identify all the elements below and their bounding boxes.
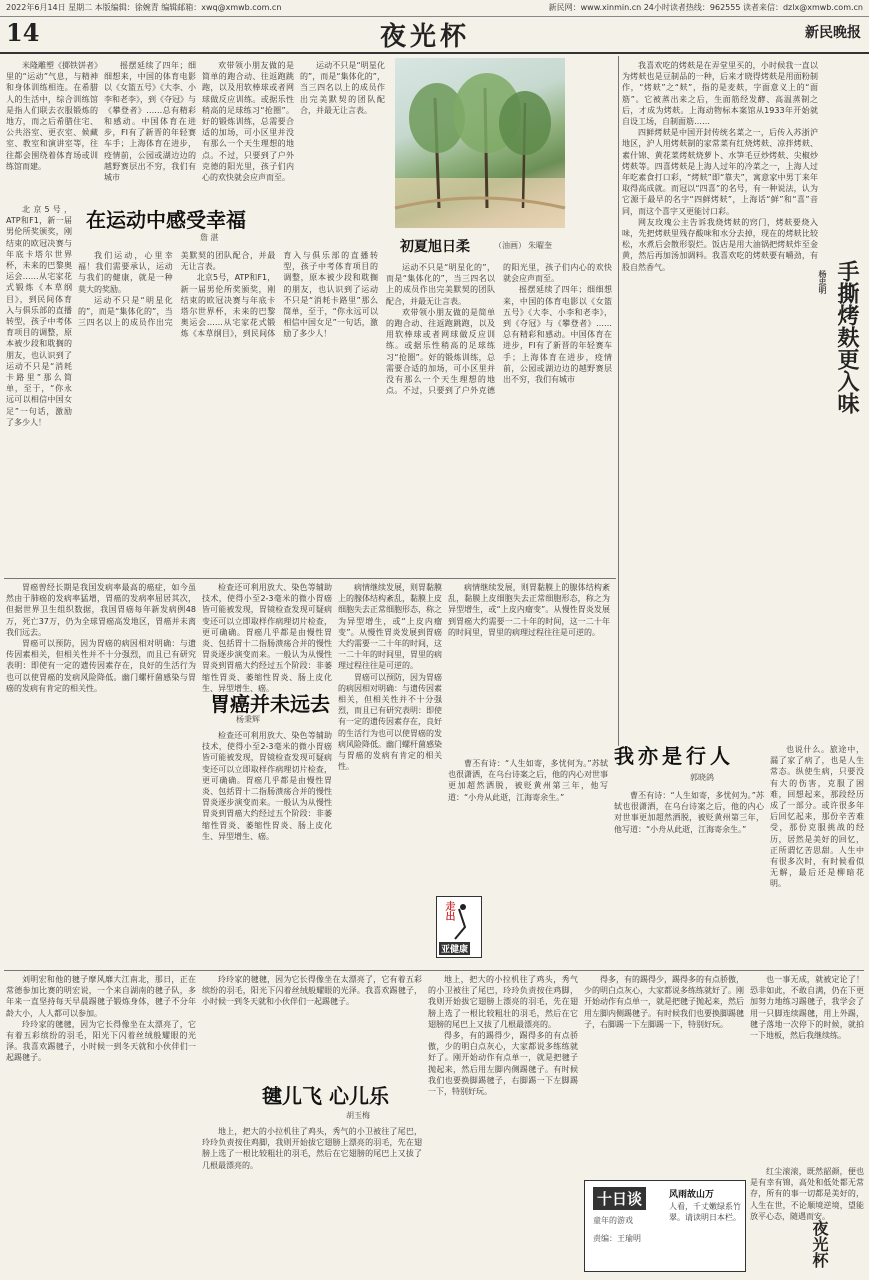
article-1-col2	[104, 60, 196, 200]
column-label: 十日谈	[593, 1187, 646, 1210]
paragraph: 摇摆延续了四年；细细想来，中国的体育电影以《女篮五号》《大李、小李和老李》，到《夺冠》与《攀登者》……总有精彩和感动。中国体育在进步，FI有了新晋的年轻赛车手；上海体育在进步，疫情前，公园或湖边边的越野赛层出不穷，我们有城市	[503, 285, 612, 385]
article-5-col2b	[202, 1126, 422, 1270]
paragraph: 米隆雕塑《掷铁饼者》里的“运动”气息，与精神和身体训练相连。在希腊人的生活中，综合训练馆是指人们联去衣服锻炼的地方，而之后希腊住宅、公共浴室、更衣室、候藏室、教室和演讲室等，往往都会围绕着体育场或训练馆而建。	[6, 61, 98, 171]
painting-medium: （油画）	[494, 241, 526, 250]
paragraph: 也一事无成，就被定论了！恐非如此，不敢自满，仍在下更加努力地练习踢毽子，我学会了用一只脚连续踢毽，用上外踢，毽子落地一次停下的时候，就拍一下地板，然后我继续练。	[750, 975, 864, 1041]
page-number: 14	[6, 18, 40, 47]
article-1-continued	[386, 262, 612, 572]
article-1-col1	[6, 60, 98, 200]
article-3-col2b	[202, 730, 332, 970]
article-5-col2	[202, 974, 422, 1074]
paragraph: 地上，把大的小拉机往了鸡头，秀气的小卫被往了尾巴，玲玲负责按住鸡脚，我则开始拔它翅膀上漂亮的羽毛，先在翅膀上选了一根比较粗壮的羽毛，然后在它翅膀的尾巴上又拔了几根最漂亮的。	[202, 1127, 422, 1170]
painting-title: 初夏旭日柔	[400, 239, 470, 255]
article-2-body	[622, 60, 818, 740]
paragraph: 胃癌可以预防，因为胃癌的病因相对明确：与遗传因素相关，但相关性并不十分强烈，而且已有研究表明：即使有一定的遗传因素存在，良好的生活行为也可以使胃癌的发病风险降低。幽门螺杆菌感染与胃癌的发病有肯定的相关性。	[6, 639, 196, 693]
newspaper-brand: 新民晚报	[805, 25, 861, 41]
article-6-col2	[750, 1166, 864, 1221]
article-5-col4	[584, 974, 744, 1174]
article-1-title: 在运动中感受幸福	[86, 208, 246, 232]
article-5-author: 胡玉梅	[346, 1111, 370, 1120]
article-3-col2	[202, 582, 332, 693]
painting-trees-graphic	[395, 58, 565, 228]
paragraph: 网友玫瑰公主告诉我烧烤麸的窍门，烤麸要烧入味，先把烤麸里残存酸味和水分去掉，现在的烤麸比较松，水煮后会散形裂烂。饭店是用大油锅把烤麸炸至金黄，然后再加汤加调料。我喜欢吃的烤麸要有嚼劲，有股自然香气。	[622, 217, 818, 272]
paragraph: 北京5号，ATP和F1，新一届男伦所奖颁奖，刚结束的欧冠决赛与年底卡塔尔世界杯，未来的巴黎奥运会……从宅家花式锻炼《本草纲目》，到民间体育入与俱乐部的直播转型，孩子中考体育项目的调整，原本被少段和耽搁的朋友，也认识到了运动不只是“消耗卡路里”那么简单，至于，“你永远可以相信中国女足”一句话，激励了多少人！	[6, 205, 72, 427]
masthead-logo: 夜光杯	[380, 22, 471, 52]
article-4-title: 我亦是行人	[614, 744, 734, 768]
badge-label-bottom: 亚健康	[439, 942, 470, 955]
oil-painting-image	[395, 58, 565, 228]
section-divider	[4, 578, 616, 579]
badge-label-top: 走出	[443, 901, 454, 921]
paragraph: 刘明宏和他的毽子摩风靡大江南北，那日，正在常德参加比赛的明宏说，一个来自湖南的毽子队，多年来一直坚持每天早晨踢毽子锻炼身体，毽子不分年龄大小，人人都可以参加。	[6, 975, 196, 1018]
article-3-title: 胃癌并未远去	[210, 692, 330, 716]
article-3-col4	[448, 582, 610, 752]
paragraph: 检查还可利用放大、染色等辅助技术，使得小至2-3毫米的微小胃癌皆可能被发现，胃镜检查发现可疑病变还可以立即取样作病理切片检查，更可确确。胃癌几乎都是由慢性胃炎、包括胃十二指肠溃疡合并的慢性胃炎逐步演变而来。一般认为从慢性胃炎到胃癌大约经过五个阶段：非萎缩性胃炎、萎缩性胃炎、肠上皮化生、异型增生、癌。	[202, 731, 332, 841]
paragraph: 胃癌曾经长期是我国发病率最高的癌症，如今虽然由于肺癌的发病率猛增，胃癌的发病率屈居其次，但据世界卫生组织数据，我国胃癌每年新发病例48万，死亡37万，仍为全球胃癌高发地区，胃癌并未离我们远去。	[6, 583, 196, 637]
article-2-author: 杨忠明	[818, 270, 828, 294]
section-divider-2	[4, 970, 864, 971]
column-editor: 责编：王瑜明	[593, 1234, 641, 1243]
paragraph: 运动不只是“明星化的”，而是“集体化的”，当三四名以上的成员作出完美默契的团队配合，并最无让言表。	[386, 263, 495, 306]
paragraph: 也说什么。旅途中，漏了家了病了，也是人生常态。纵使生病，只要没有大的伤害，克服了困难，回想起来，那段经历成了一部分。或许很多年后回忆起来，那份辛苦难受，那份克服挑战的经历，居然是美好的回忆，正所谓忆苦思甜。人生中有很多次时，有时候看似无解，最后还是柳暗花明。	[770, 745, 864, 889]
article-5-col3	[428, 974, 578, 1270]
article-4-col1	[448, 758, 608, 968]
paragraph: 地上，把大的小拉机往了鸡头，秀气的小卫被往了尾巴，玲玲负责按住鸡脚，我则开始拔它翅膀上漂亮的羽毛，先在翅膀上选了一根比较粗壮的羽毛，然后在它翅膀的尾巴上又拔了几根最漂亮的。	[428, 975, 578, 1029]
article-4-col3	[770, 744, 864, 974]
paragraph: 曹丕有诗：“人生如寄，多忧何为。”苏轼也很潇洒，在乌台诗案之后，他的内心对世事更加超然洒脱，被贬黄州第三年，他写道：“小舟从此逝，江海寄余生。”	[448, 759, 608, 802]
paragraph: 玲玲家的毽毽，因为它长得像坐在太漂亮了，它有着五彩缤纷的羽毛，阳光下闪着丝绒般耀眼的光泽。我喜欢踢毽子，小时候一到冬天就和小伙伴们一起踢毽子。	[6, 1019, 196, 1063]
article-6-col1	[750, 974, 864, 1164]
paragraph: 四鲜烤麸是中国开封传统名菜之一，后传入苏浙沪地区，沪人用烤麸制的家常菜有红烧烤麸、凉拌烤麸、素什锦、黄花菜烤麸烧萝卜、水笋毛豆炒烤麸、尖椒炒烤麸等。四喜烤麸是上海人过年的冷菜之一，上海人过年吃素食打口彩，“烤麸”即“靠夫”，寓意家中男丁来年取得高成就。而冠以“四喜”的名号，有一种说法，认为它源于最早的名字“四鲜烤麸”，上海话“鲜”和“喜”音同，而这个喜字又更能讨口彩。	[622, 128, 818, 216]
paragraph: 运动不只是“明星化的”，而是“集体化的”，当三四名以上的成员作出完美默契的团队配合，并最无让言表。	[78, 251, 276, 328]
article-1-col1b	[6, 204, 72, 574]
article-2-title: 手撕烤麸更入味	[834, 260, 860, 414]
paragraph: 红尘滚滚，既然韶颜，便也是有幸有锦，高处和低处都无常存，所有的事一切都是美好的，人生在世，不论顺境逆境，望能放平心态，随遇而安。	[750, 1167, 864, 1221]
teaser-text: 人看，千丈嫩绿系竹翠。请读明日本栏。	[669, 1202, 741, 1223]
column-theme: 童年的游戏	[593, 1216, 633, 1225]
top-info-bar	[0, 0, 869, 17]
article-3-author: 杨秉辉	[236, 715, 260, 724]
column-preview-box	[584, 1180, 746, 1272]
paragraph: 曹丕有诗：“人生如寄，多忧何为。”苏轼也很潇洒，在乌台诗案之后，他的内心对世事更加超然洒脱，被贬黄州第三年，他写道：“小舟从此逝，江海寄余生。”	[614, 791, 764, 834]
page-header	[0, 16, 869, 54]
paragraph: 我喜欢吃的烤麸是在弄堂里买的，小时候我一直以为烤麸也是豆制品的一种，后来才晓得烤麸是用面粉制作，“烤麸”之“麸”，指的是麦麸，字面意义上的“面筋”。它被蒸出来之后，生面筋经发酵、高温蒸制之后，才成为烤麸。上海动物标本案馆从1933年开始就自设工场，自制面筋……	[622, 61, 818, 127]
issue-info: 2022年6月14日 星期二 本版编辑：徐婉青 编辑邮箱：xwq@xmwb.com.cn	[6, 3, 282, 12]
paragraph: 欢带领小朋友做的是简单的跑合动、往返跑跳跑，以及用软棒球或者网球做反应训练。或据乐性稍高的足球练习“抢圈”。好的锻炼训练，总需要合适的加场，可小区里并没有那么一个天生理想的地点。不过，只要到了户外克德的阳光里，孩子们内心的欢快就会应声而至。	[386, 263, 612, 396]
article-3-col3	[338, 582, 442, 972]
article-1-author: 詹 湛	[200, 233, 219, 242]
article-4-col2	[614, 790, 764, 970]
paragraph: 运动不只是“明星化的”，而是“集体化的”，当三四名以上的成员作出完美默契的团队配合，并最无让言表。	[300, 61, 385, 115]
article-5-title: 毽儿飞 心儿乐	[262, 1084, 389, 1108]
paragraph: 北京5号，ATP和F1，新一届男伦所奖颁奖，刚结束的欧冠决赛与年底卡塔尔世界杯，未来的巴黎奥运会……从宅家花式锻炼《本草纲目》，到民间体育入与俱乐部的直播转型，孩子中考体育项目的调整，原本被少段和耽搁的朋友，也认识到了运动不只是“消耗卡路里”那么简单，至于，“你永远可以相信中国女足”一句话，激励了多少人！	[180, 251, 378, 339]
paragraph: 欢带领小朋友做的是简单的跑合动、往返跑跳跑，以及用软棒球或者网球做反应训练。或据乐性稍高的足球练习“抢圈”。好的锻炼训练，总需要合适的加场，可小区里并没有那么一个天生理想的地点。不过，只要到了户外克德的阳光里，孩子们内心的欢快就会应声而至。	[202, 61, 294, 183]
footer-logo: 夜光杯	[810, 1220, 829, 1268]
paragraph: 得多，有的踢得少，踢得多的有点骄傲，少的明白点灰心，大家都说多练练就好了。刚开始动作有点单一，就是把毽子抛起来，然后用左脚内侧踢毽子。有时候我们也要换脚踢毽子，右脚踢一下左脚踢一下，特别好玩。	[584, 975, 744, 1029]
article-1-col3	[202, 60, 294, 200]
paragraph: 病情继续发展，则胃黏膜上的腺体结构紊乱，黏膜上皮细胞失去正常细胞形态，称之为异型增生，或“上皮内瘤变”。从慢性胃炎发展到胃癌大约需要一二十年的时间，这一二十年的时间里，胃里的病理过程往往是可逆的。	[338, 583, 442, 671]
teaser-title: 风雨故山万	[669, 1190, 715, 1200]
article-5-col1	[6, 974, 196, 1270]
paragraph: 得多，有的踢得少，踢得多的有点骄傲，少的明白点灰心，大家都说多练练就好了。刚开始动作有点单一，就是把毽子抛起来，然后用左脚内侧踢毽子。有时候我们也要换脚踢毽子，右脚踢一下左脚踢一下，特别好玩。	[428, 1031, 578, 1097]
column-divider	[618, 56, 619, 746]
article-4-author: 郭晓鸽	[690, 773, 714, 782]
paragraph: 玲玲家的毽毽，因为它长得像坐在太漂亮了，它有着五彩缤纷的羽毛，阳光下闪着丝绒般耀眼的光泽。我喜欢踢毽子，小时候一到冬天就和小伙伴们一起踢毽子。	[202, 975, 422, 1007]
article-3-col1	[6, 582, 196, 972]
article-1-body	[78, 250, 378, 570]
article-1-col-right	[300, 60, 385, 240]
paragraph: 胃癌可以预防，因为胃癌的病因相对明确：与遗传因素相关，但相关性并不十分强烈，而且已有研究表明：即使有一定的遗传因素存在，良好的生活行为也可以使胃癌的发病风险降低。幽门螺杆菌感染与胃癌的发病有肯定的相关性。	[338, 672, 442, 772]
painting-artist: 朱曜奎	[528, 241, 552, 250]
paragraph: 检查还可利用放大、染色等辅助技术，使得小至2-3毫米的微小胃癌皆可能被发现，胃镜检查发现可疑病变还可以立即取样作病理切片检查，更可确确。胃癌几乎都是由慢性胃炎、包括胃十二指肠溃疡合并的慢性胃炎逐步演变而来。一般认为从慢性胃炎到胃癌大约经过五个阶段：非萎缩性胃炎、萎缩性胃炎、肠上皮化生、异型增生、癌。	[202, 583, 332, 693]
contact-info: 新民网：www.xinmin.cn 24小时读者热线：962555 读者来信：dzlx@xmwb.com.cn	[548, 3, 863, 12]
paragraph: 摇摆延续了四年；细细想来，中国的体育电影以《女篮五号》《大李、小李和老李》，到《夺冠》与《攀登者》……总有精彩和感动。中国体育在进步，FI有了新晋的年轻赛车手；上海体育在进步，疫情前，公园或湖边边的越野赛层出不穷，我们有城市	[104, 61, 196, 183]
paragraph: 病情继续发展，则胃黏膜上的腺体结构紊乱，黏膜上皮细胞失去正常细胞形态，称之为异型增生，或“上皮内瘤变”。从慢性胃炎发展到胃癌大约需要一二十年的时间，这一二十年的时间里，胃里的病理过程往往是可逆的。	[448, 583, 610, 637]
paragraph: 我们运动，心里幸福！我们需要承认，运动与我们的健康，就是一种莫大的奖励。	[78, 251, 173, 294]
